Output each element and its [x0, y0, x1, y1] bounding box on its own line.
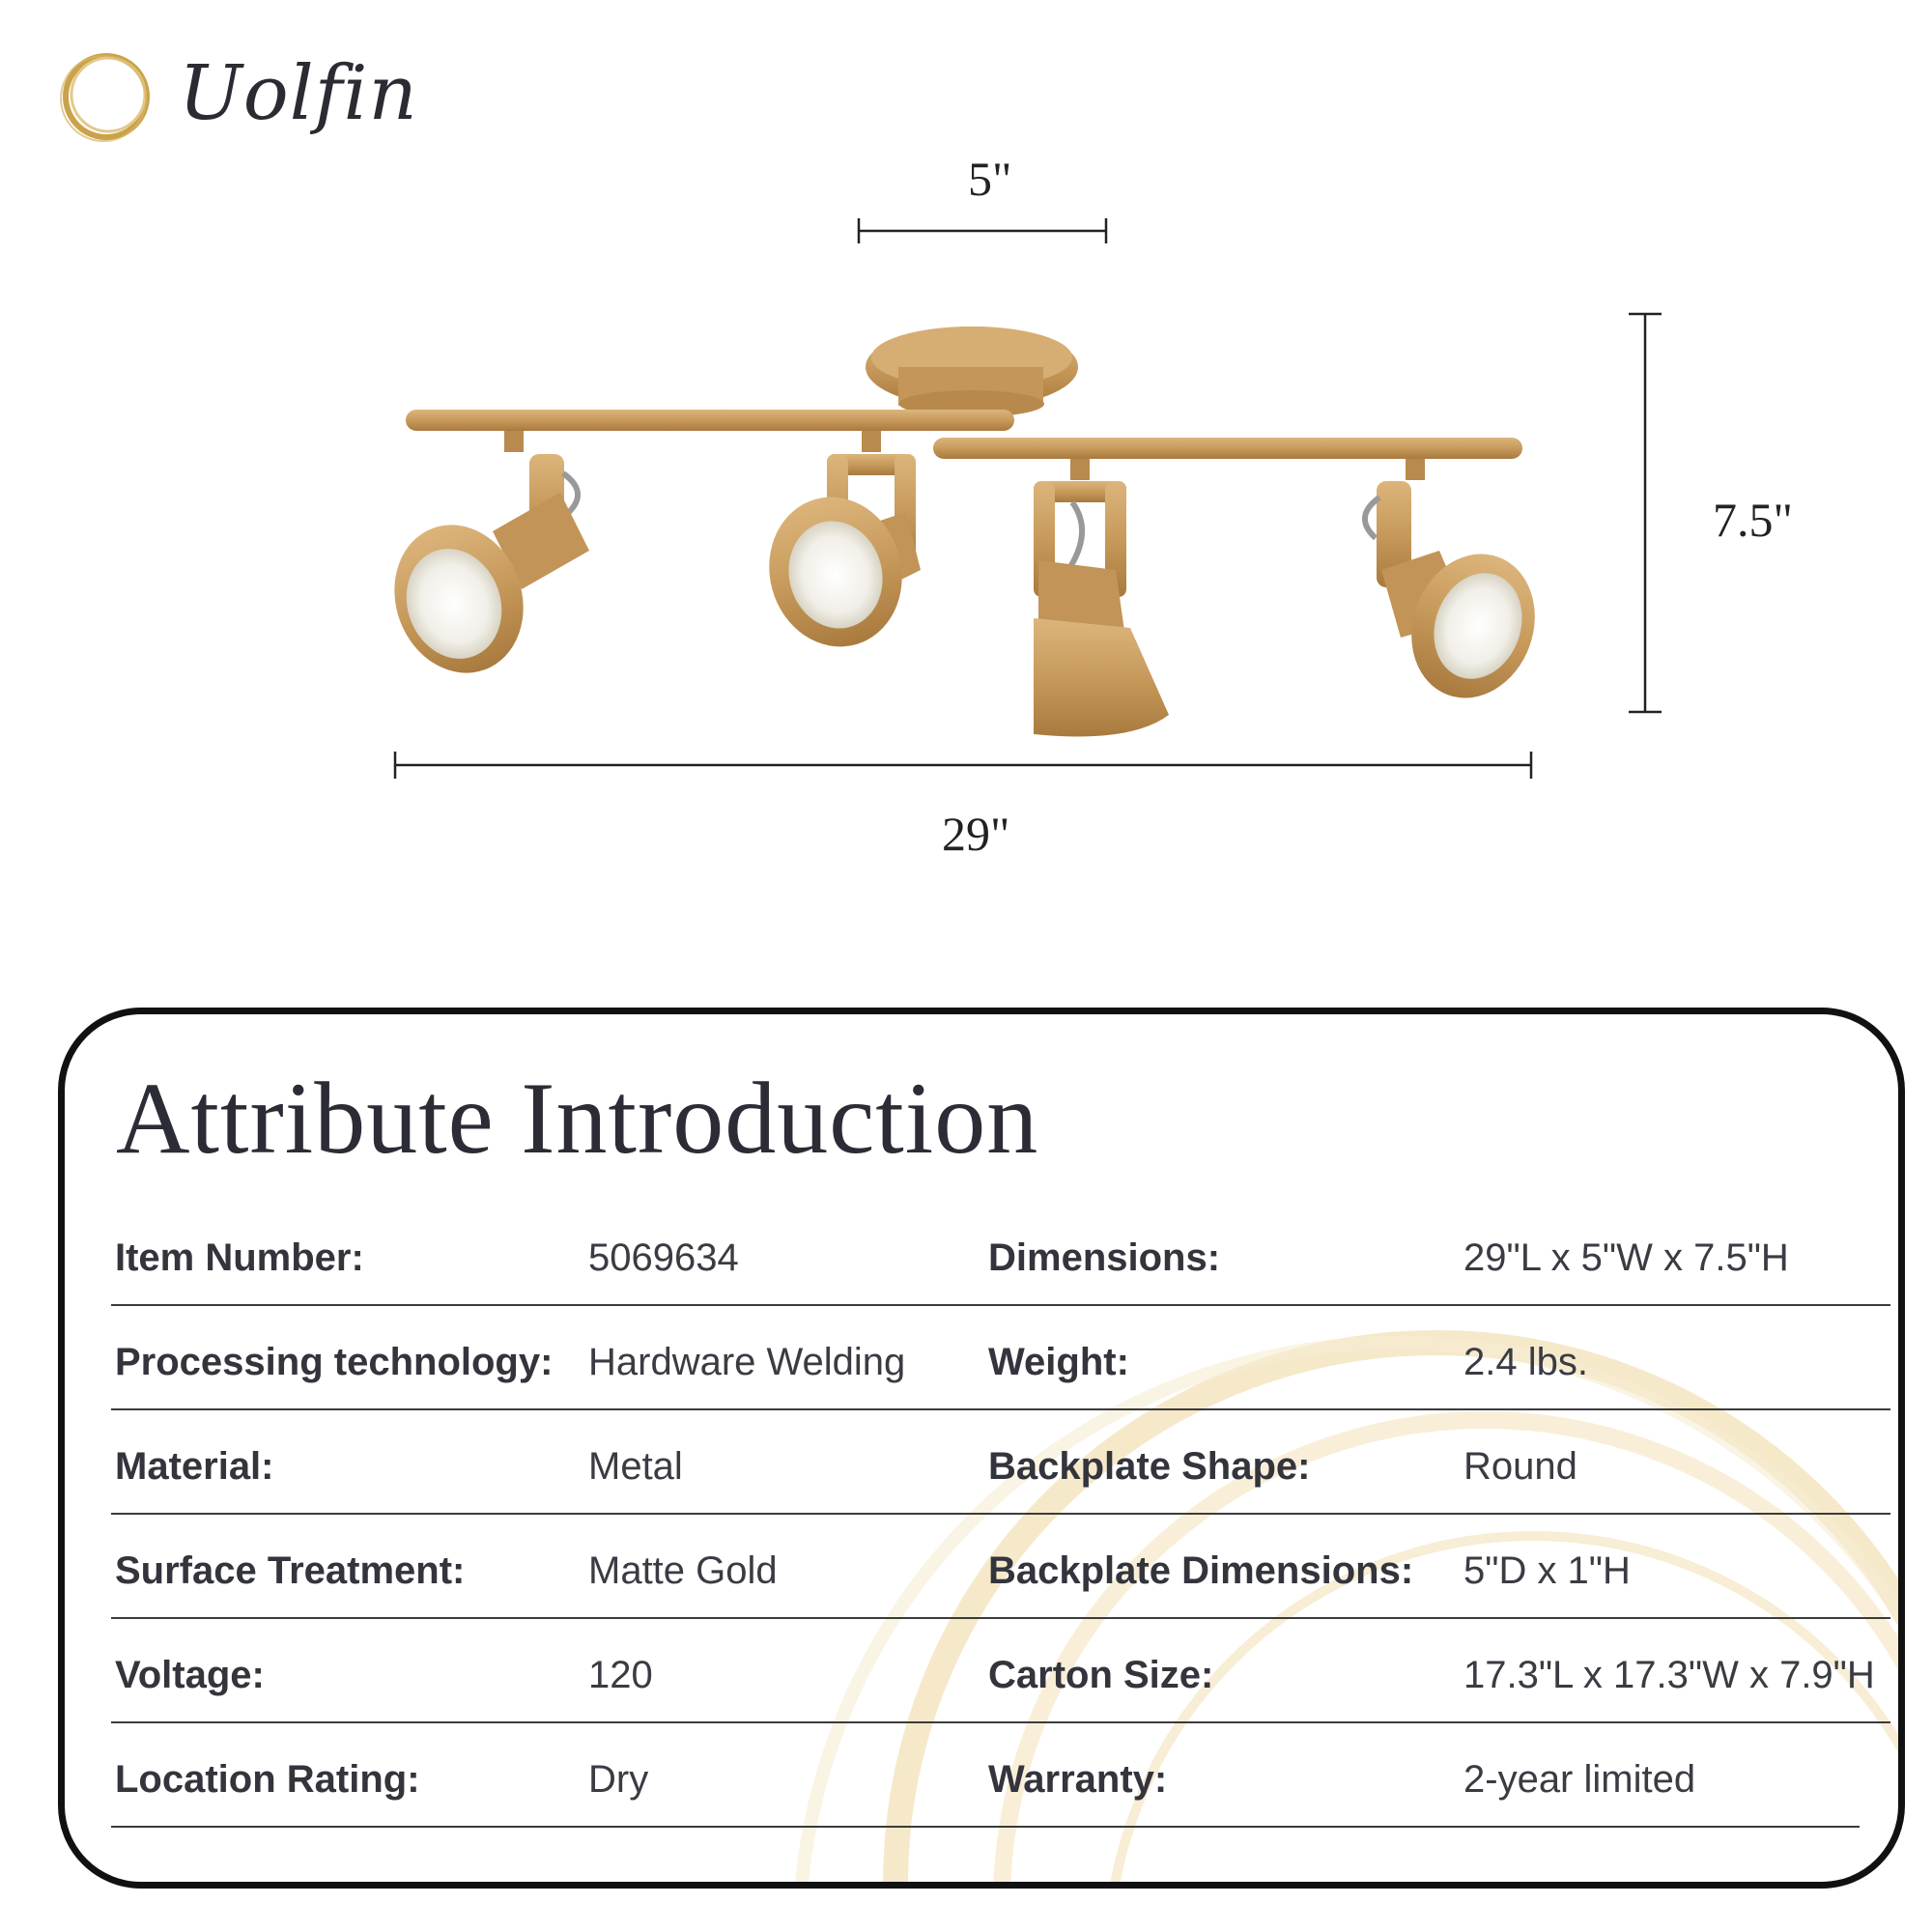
attribute-key: Processing technology: — [115, 1341, 554, 1383]
width-dimension-label: 5" — [968, 152, 1012, 206]
attribute-value: Matte Gold — [588, 1549, 778, 1592]
attribute-key: Backplate Shape: — [988, 1445, 1311, 1488]
attribute-value: 5"D x 1"H — [1463, 1549, 1631, 1592]
height-dimension-line — [1626, 311, 1664, 715]
attribute-value: Metal — [588, 1445, 683, 1488]
table-row — [111, 1410, 1905, 1515]
attribute-introduction-title: Attribute Introduction — [116, 1062, 1039, 1175]
spotlight-head-1 — [374, 431, 589, 692]
brand-name: Uolfin — [179, 50, 418, 137]
row-divider — [111, 1826, 1860, 1828]
attribute-value: Round — [1463, 1445, 1577, 1488]
length-dimension-label: 29" — [942, 807, 1010, 861]
attribute-value: 29"L x 5"W x 7.5"H — [1463, 1236, 1789, 1279]
attribute-key: Warranty: — [988, 1758, 1168, 1801]
attribute-value: 120 — [588, 1654, 653, 1696]
attribute-table — [111, 1202, 1905, 1828]
track-light-fixture-illustration — [357, 319, 1565, 744]
attribute-key: Carton Size: — [988, 1654, 1214, 1696]
attribute-key: Location Rating: — [115, 1758, 420, 1801]
spotlight-head-4 — [1365, 459, 1554, 716]
attribute-panel — [58, 1008, 1905, 1889]
table-row — [111, 1306, 1905, 1410]
attribute-key: Item Number: — [115, 1236, 364, 1279]
table-row — [111, 1202, 1905, 1306]
width-dimension-line — [855, 214, 1110, 247]
attribute-value: 5069634 — [588, 1236, 739, 1279]
attribute-value: 2.4 lbs. — [1463, 1341, 1588, 1383]
attribute-key: Surface Treatment: — [115, 1549, 466, 1592]
attribute-key: Voltage: — [115, 1654, 265, 1696]
brand-logo-ring-icon — [56, 46, 156, 147]
attribute-key: Dimensions: — [988, 1236, 1221, 1279]
attribute-key: Backplate Dimensions: — [988, 1549, 1414, 1592]
attribute-value: 2-year limited — [1463, 1758, 1696, 1801]
spotlight-head-3 — [1034, 459, 1169, 737]
table-row — [111, 1723, 1905, 1828]
attribute-key: Weight: — [988, 1341, 1129, 1383]
attribute-value: Hardware Welding — [588, 1341, 906, 1383]
attribute-value: 17.3"L x 17.3"W x 7.9"H — [1463, 1654, 1875, 1696]
spotlight-head-2 — [753, 431, 921, 662]
attribute-value: Dry — [588, 1758, 649, 1801]
length-dimension-line — [391, 749, 1535, 781]
table-row — [111, 1619, 1905, 1723]
attribute-key: Material: — [115, 1445, 274, 1488]
height-dimension-label: 7.5" — [1713, 493, 1793, 547]
table-row — [111, 1515, 1905, 1619]
